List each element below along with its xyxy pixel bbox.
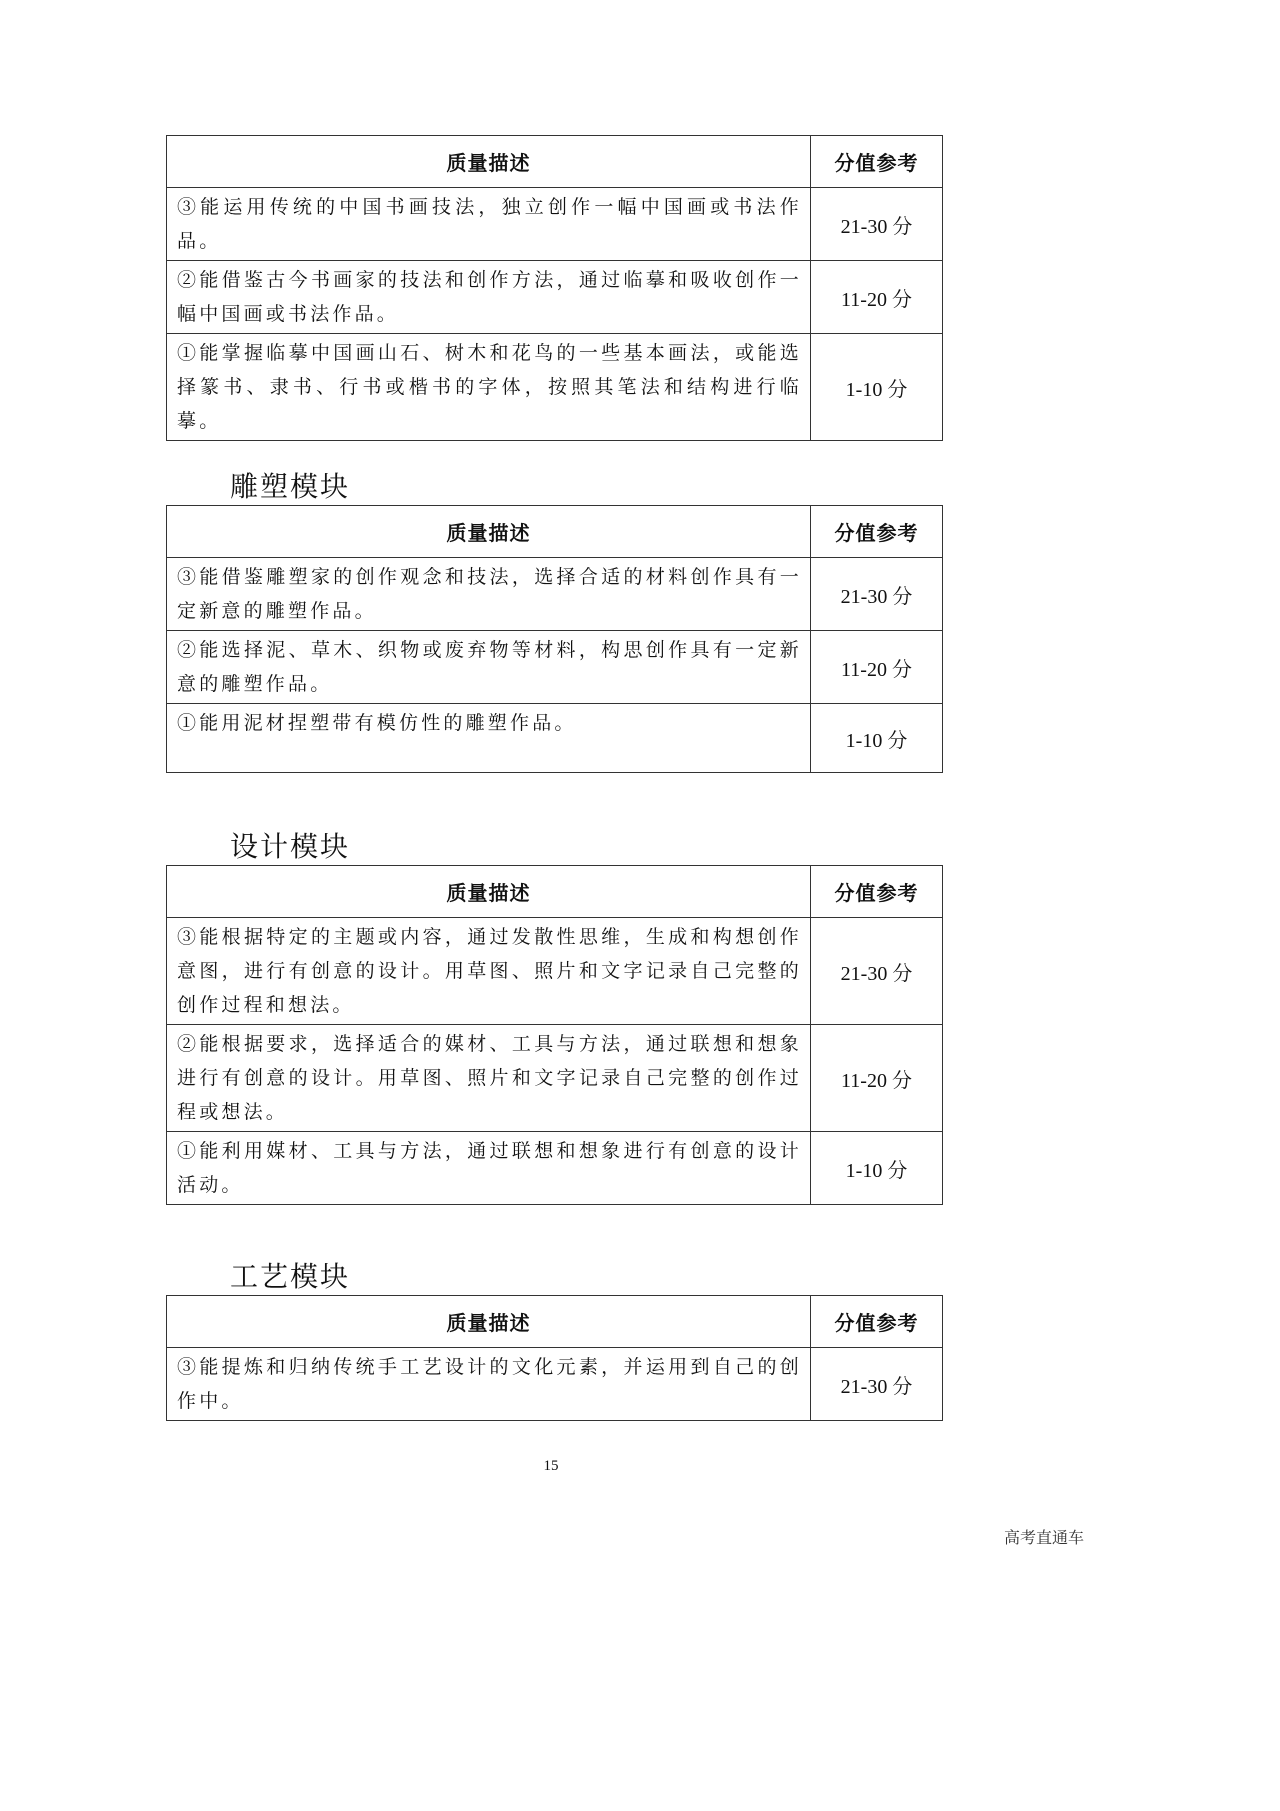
row-score: 21-30 分 bbox=[811, 188, 943, 261]
section-title-craft: 工艺模块 bbox=[230, 1260, 351, 1293]
header-desc: 质量描述 bbox=[167, 506, 811, 558]
row-score: 1-10 分 bbox=[811, 1132, 943, 1205]
row-desc: ①能用泥材捏塑带有模仿性的雕塑作品。 bbox=[167, 704, 811, 773]
table-row bbox=[167, 1348, 943, 1421]
header-desc: 质量描述 bbox=[167, 866, 811, 918]
criteria-table bbox=[166, 865, 943, 1205]
table-row bbox=[167, 261, 943, 334]
row-desc: ②能根据要求，选择适合的媒材、工具与方法，通过联想和想象进行有创意的设计。用草图、照片和文字记录自己完整的创作过程或想法。 bbox=[167, 1025, 811, 1132]
row-desc: ②能借鉴古今书画家的技法和创作方法，通过临摹和吸收创作一幅中国画或书法作品。 bbox=[167, 261, 811, 334]
table-section-sculpture bbox=[166, 505, 942, 773]
row-desc: ③能根据特定的主题或内容，通过发散性思维，生成和构想创作意图，进行有创意的设计。用草图、照片和文字记录自己完整的创作过程和想法。 bbox=[167, 918, 811, 1025]
row-desc: ③能提炼和归纳传统手工艺设计的文化元素，并运用到自己的创作中。 bbox=[167, 1348, 811, 1421]
page-number: 15 bbox=[543, 1458, 559, 1474]
table-header-row bbox=[167, 506, 943, 558]
section-title-design: 设计模块 bbox=[230, 830, 351, 863]
table-section-craft bbox=[166, 1295, 942, 1421]
table-row bbox=[167, 334, 943, 441]
header-score: 分值参考 bbox=[811, 136, 943, 188]
row-desc: ③能借鉴雕塑家的创作观念和技法，选择合适的材料创作具有一定新意的雕塑作品。 bbox=[167, 558, 811, 631]
row-score: 11-20 分 bbox=[811, 261, 943, 334]
criteria-table bbox=[166, 505, 943, 773]
row-desc: ②能选择泥、草木、织物或废弃物等材料，构思创作具有一定新意的雕塑作品。 bbox=[167, 631, 811, 704]
row-score: 11-20 分 bbox=[811, 631, 943, 704]
header-desc: 质量描述 bbox=[167, 1296, 811, 1348]
row-score: 21-30 分 bbox=[811, 1348, 943, 1421]
table-row bbox=[167, 631, 943, 704]
header-score: 分值参考 bbox=[811, 506, 943, 558]
row-desc: ①能利用媒材、工具与方法，通过联想和想象进行有创意的设计活动。 bbox=[167, 1132, 811, 1205]
table-row bbox=[167, 1025, 943, 1132]
row-score: 1-10 分 bbox=[811, 334, 943, 441]
row-score: 11-20 分 bbox=[811, 1025, 943, 1132]
criteria-table bbox=[166, 1295, 943, 1421]
table-row bbox=[167, 1132, 943, 1205]
section-title-sculpture: 雕塑模块 bbox=[230, 470, 351, 503]
table-section-painting bbox=[166, 135, 942, 441]
row-score: 21-30 分 bbox=[811, 918, 943, 1025]
table-section-design bbox=[166, 865, 942, 1205]
table-header-row bbox=[167, 1296, 943, 1348]
criteria-table bbox=[166, 135, 943, 441]
table-row bbox=[167, 188, 943, 261]
table-header-row bbox=[167, 136, 943, 188]
row-score: 1-10 分 bbox=[811, 704, 943, 773]
row-desc: ③能运用传统的中国书画技法，独立创作一幅中国画或书法作品。 bbox=[167, 188, 811, 261]
row-desc: ①能掌握临摹中国画山石、树木和花鸟的一些基本画法，或能选择篆书、隶书、行书或楷书的字体，按照其笔法和结构进行临摹。 bbox=[167, 334, 811, 441]
row-score: 21-30 分 bbox=[811, 558, 943, 631]
watermark-text: 高考直通车 bbox=[1003, 1528, 1084, 1547]
header-score: 分值参考 bbox=[811, 1296, 943, 1348]
header-score: 分值参考 bbox=[811, 866, 943, 918]
table-header-row bbox=[167, 866, 943, 918]
header-desc: 质量描述 bbox=[167, 136, 811, 188]
table-row bbox=[167, 704, 943, 773]
table-row bbox=[167, 558, 943, 631]
table-row bbox=[167, 918, 943, 1025]
